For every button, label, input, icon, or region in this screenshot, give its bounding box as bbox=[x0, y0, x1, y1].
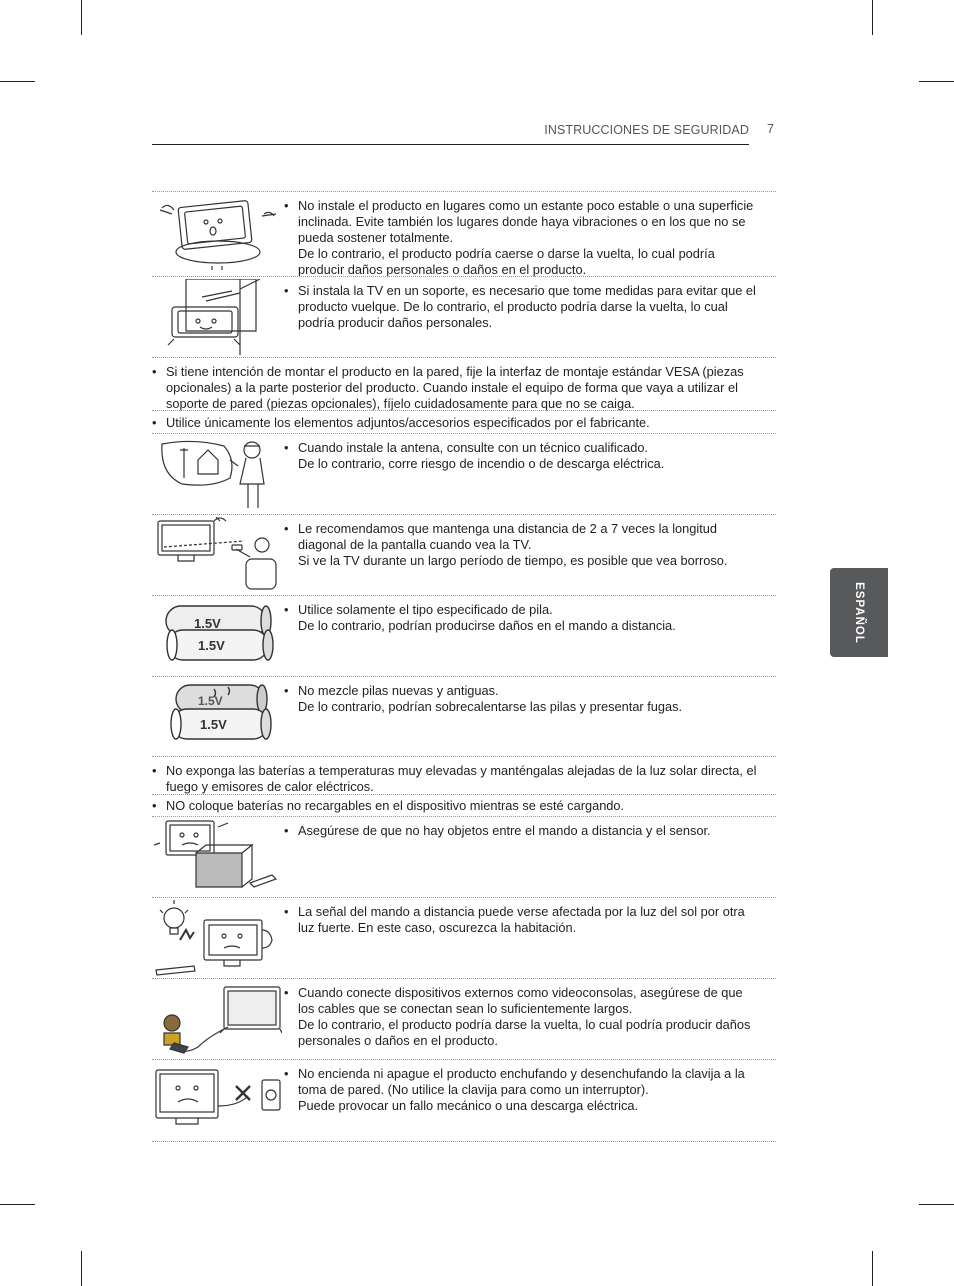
crop-mark bbox=[0, 81, 35, 82]
safety-item bbox=[152, 756, 776, 795]
item-text bbox=[284, 823, 758, 839]
item-line: De lo contrario, podrían producirse daños en el mando a distancia. bbox=[298, 618, 676, 633]
bullet: • bbox=[284, 198, 289, 213]
page-number: 7 bbox=[767, 122, 774, 136]
item-text bbox=[152, 763, 762, 795]
page-header bbox=[152, 120, 749, 145]
item-text bbox=[152, 798, 762, 814]
plug-switch-icon bbox=[154, 1062, 282, 1138]
language-tab-label: ESPAÑOL bbox=[853, 581, 865, 644]
item-line: De lo contrario, corre riesgo de incendio o de descarga eléctrica. bbox=[298, 456, 665, 471]
battery-label: 1.5V bbox=[198, 638, 225, 653]
crop-mark bbox=[919, 1204, 954, 1205]
bullet: • bbox=[284, 823, 289, 838]
bullet: • bbox=[152, 415, 157, 430]
battery-label: 1.5V bbox=[194, 616, 221, 631]
crop-mark bbox=[0, 1204, 35, 1205]
safety-item bbox=[152, 410, 776, 434]
item-line: No encienda ni apague el producto enchufando y desenchufando la clavija a la toma de pared. (No utilice la clavija para como un interruptor). bbox=[298, 1066, 745, 1097]
item-text bbox=[284, 283, 758, 331]
safety-item bbox=[152, 676, 776, 757]
viewing-distance-icon bbox=[154, 517, 282, 593]
section-title: INSTRUCCIONES DE SEGURIDAD bbox=[544, 123, 749, 137]
safety-item bbox=[152, 794, 776, 817]
safety-item bbox=[152, 816, 776, 898]
item-line: La señal del mando a distancia puede verse afectada por la luz del sol por otra luz fuerte. En este caso, oscurezca la habitación. bbox=[298, 904, 745, 935]
item-line: Le recomendamos que mantenga una distancia de 2 a 7 veces la longitud diagonal de la pantalla cuando vea la TV. bbox=[298, 521, 718, 552]
battery-label: 1.5V bbox=[198, 694, 223, 708]
remote-obstacle-icon bbox=[154, 819, 282, 895]
crop-mark bbox=[81, 1251, 82, 1286]
safety-item bbox=[152, 191, 776, 277]
item-text bbox=[284, 1066, 758, 1114]
safety-item bbox=[152, 357, 776, 411]
item-line: Utilice únicamente los elementos adjuntos/accesorios especificados por el fabricante. bbox=[166, 415, 650, 430]
bullet: • bbox=[284, 985, 289, 1000]
item-line: Utilice solamente el tipo especificado de pila. bbox=[298, 602, 553, 617]
bullet: • bbox=[152, 364, 157, 379]
safety-item bbox=[152, 897, 776, 979]
item-line: Asegúrese de que no hay objetos entre el mando a distancia y el sensor. bbox=[298, 823, 711, 838]
bullet: • bbox=[284, 683, 289, 698]
bullet: • bbox=[284, 283, 289, 298]
safety-item bbox=[152, 1059, 776, 1142]
bullet: • bbox=[152, 763, 157, 778]
item-line: Si tiene intención de montar el producto en la pared, fije la interfaz de montaje estándar VESA (piezas opcionales) a la parte posterior del producto. Cuando instale el equipo de forma que vaya a utilizar el soporte de pared (piezas opcionales), fíjelo cuidadosamente para que no se caiga. bbox=[166, 364, 744, 411]
crop-mark bbox=[81, 0, 82, 35]
safety-item bbox=[152, 978, 776, 1060]
item-line: Si instala la TV en un soporte, es necesario que tome medidas para evitar que el producto vuelque. De lo contrario, el producto podría darse la vuelta, lo cual podría producir daños personales. bbox=[298, 283, 756, 330]
item-line: De lo contrario, el producto podría darse la vuelta, lo cual podría producir daños personales o daños en el producto. bbox=[298, 1017, 751, 1048]
mixed-batteries-icon bbox=[154, 679, 282, 755]
language-tab bbox=[830, 568, 888, 657]
crop-mark bbox=[872, 1251, 873, 1286]
item-line: No mezcle pilas nuevas y antiguas. bbox=[298, 683, 499, 698]
safety-item bbox=[152, 514, 776, 596]
item-line: Puede provocar un fallo mecánico o una descarga eléctrica. bbox=[298, 1098, 639, 1113]
bullet: • bbox=[284, 602, 289, 617]
safety-item bbox=[152, 595, 776, 677]
bullet: • bbox=[284, 1066, 289, 1081]
item-text bbox=[284, 198, 758, 278]
item-text bbox=[152, 415, 762, 431]
item-line: NO coloque baterías no recargables en el dispositivo mientras se esté cargando. bbox=[166, 798, 625, 813]
bullet: • bbox=[284, 440, 289, 455]
battery-icon bbox=[154, 598, 282, 674]
item-text bbox=[284, 440, 758, 472]
item-text bbox=[284, 521, 758, 569]
safety-item bbox=[152, 433, 776, 515]
safety-item bbox=[152, 276, 776, 358]
crop-mark bbox=[872, 0, 873, 35]
item-line: Cuando instale la antena, consulte con un técnico cualificado. bbox=[298, 440, 649, 455]
item-line: De lo contrario, el producto podría caerse o darse la vuelta, lo cual podría producir daños personales o daños en el producto. bbox=[298, 246, 715, 277]
item-line: No instale el producto en lugares como un estante poco estable o una superficie inclinada. Evite también los lugares donde haya vibraciones o en los que no se pueda sostener totalmente. bbox=[298, 198, 754, 245]
bullet: • bbox=[152, 798, 157, 813]
battery-label: 1.5V bbox=[200, 717, 227, 732]
tv-stand-anchor-icon bbox=[154, 279, 282, 355]
crop-mark bbox=[919, 81, 954, 82]
bright-light-icon bbox=[154, 900, 282, 976]
item-text bbox=[284, 985, 758, 1049]
antenna-technician-icon bbox=[154, 436, 282, 512]
item-line: De lo contrario, podrían sobrecalentarse las pilas y presentar fugas. bbox=[298, 699, 683, 714]
item-line: No exponga las baterías a temperaturas muy elevadas y manténgalas alejadas de la luz solar directa, el fuego y emisores de calor eléctricos. bbox=[166, 763, 757, 794]
item-text bbox=[152, 364, 762, 412]
item-text bbox=[284, 602, 758, 634]
unstable-tv-icon bbox=[154, 194, 282, 270]
bullet: • bbox=[284, 904, 289, 919]
item-text bbox=[284, 683, 758, 715]
item-line: Si ve la TV durante un largo período de tiempo, es posible que vea borroso. bbox=[298, 553, 728, 568]
bullet: • bbox=[284, 521, 289, 536]
item-line: Cuando conecte dispositivos externos como videoconsolas, asegúrese de que los cables que se conectan sean lo suficientemente largos. bbox=[298, 985, 743, 1016]
cable-length-icon bbox=[154, 981, 282, 1057]
item-text bbox=[284, 904, 758, 936]
